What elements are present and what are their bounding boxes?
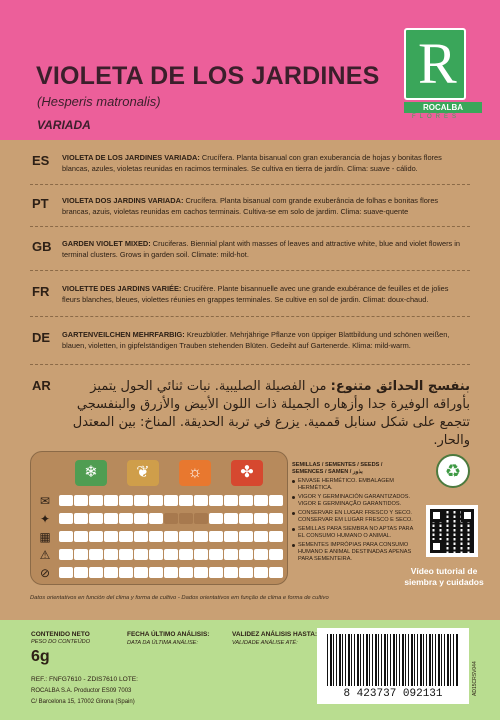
calendar-cell [179,531,193,542]
calendar-row [35,492,285,510]
calendar-cell [119,495,133,506]
calendar-cell [74,549,88,560]
calendar-cell [254,513,268,524]
calendar-cell [194,495,208,506]
analysis-sub: DATA DA ÚLTIMA ANÁLISE: [127,640,198,646]
calendar-cell [164,549,178,560]
legend-item: SEMENTES IMPRÓPIAS PARA CONSUMO HUMANO E ANIMAL DESTINADAS APENAS PARA SEMENTEIRA. [292,542,414,563]
net-weight: 6g [31,648,50,665]
vertical-code-text: AD15CRSV044 [472,661,478,696]
logo-sub: FLORES [412,114,461,120]
divider [30,316,470,317]
calendar-cell [164,567,178,578]
calendar-cell [254,549,268,560]
barcode [317,628,469,704]
calendar-cell [239,531,253,542]
calendar-cell [104,495,118,506]
calendar-cell [74,495,88,506]
calendar-cell [149,531,163,542]
lang-code: AR [32,378,51,393]
calendar-cell [89,513,103,524]
calendar-cell [149,549,163,560]
rocalba-logo [404,28,484,124]
green-dot-icon: ♻ [436,454,470,488]
calendar-cell [74,531,88,542]
logo-box [404,28,466,100]
calendar-cell [209,549,223,560]
calendar-cell [59,495,73,506]
calendar-cell [194,531,208,542]
divider [30,184,470,185]
page-title: VIOLETA DE LOS JARDINES [36,62,380,90]
calendar-cell [59,513,73,524]
calendar-cell [209,567,223,578]
logo-letter: R [418,31,457,96]
calendar-cell [164,531,178,542]
calendar-cell [224,531,238,542]
calendar-cell [104,513,118,524]
packet-icon: ✉ [39,494,51,508]
calendar-cell [239,513,253,524]
calendar-cell [254,531,268,542]
calendar-cell [224,513,238,524]
calendar-cell [239,495,253,506]
legend-item: VIGOR Y GERMINACIÓN GARANTIZADOS. VIGOR E GERMINAÇÃO GARANTIDOS. [292,494,414,508]
calendar-row [35,546,285,564]
calendar-cell [164,495,178,506]
divider [30,270,470,271]
producer-address: C/ Barcelona 15, 17002 Girona (Spain) [31,699,135,705]
calendar-footnote: Datos orientativos en función del clima y forma de cultivo - Dados orientativos em função de clima e forma de cultivo [30,595,329,601]
lang-body: Kreuzblütler. Mehrjährige Pflanze von üppiger Blattbildung und schönen weißen, blauen, violetten, in gipfelständigen Trauben stehenden Blüten. Gedeiht auf Gartenerde. Klima: mild-warm. [62,330,450,350]
calendar-row [35,510,285,528]
lang-description [62,239,466,260]
producer-info: ROCALBA S.A. Productor ES09 7003 [31,688,132,694]
divider [30,364,470,365]
lang-body: Cruciferas. Biennial plant with masses of leaves and attractive white, blue and violet flowers in terminal clusters. Grows in garden soil. Climate: mild-hot. [62,239,461,259]
lang-name: VIOLETA DOS JARDINS VARIADA: [62,196,184,205]
calendar-cell [104,567,118,578]
calendar-cell [149,513,163,524]
season-autumn [231,460,263,486]
no-eat-icon: ⊘ [39,566,51,580]
qr-finder [430,540,443,553]
calendar-cell [74,567,88,578]
spring-icon: ❦ [136,464,150,481]
calendar-cell [134,531,148,542]
seed-legend [292,462,414,563]
calendar-cell [194,513,208,524]
calendar-cell [269,513,283,524]
latin-name: (Hesperis matronalis) [37,94,161,109]
calendar-cell [269,567,283,578]
calendar-cell [134,549,148,560]
calendar-row [35,528,285,546]
lang-body: Crucífera. Planta bisanual con gran exuberancia de hojas y bonitas flores blancas, azules, violetas reunidas en racimos terminales. Se cultiva en tierra de jardín. Clima: suave - cálido. [62,153,442,173]
lang-body: Crucifère. Plante bisannuelle avec une grande exubérance de feuilles et de jolies fleurs blanches, bleues, violettes réunies en grappes terminales. Se cultive en sol de jardin. Climat: doux-chaud. [62,284,449,304]
calendar-cell [59,567,73,578]
lang-code: DE [32,330,51,345]
calendar-cell [134,495,148,506]
calendar-cell [194,549,208,560]
lang-code: GB [32,239,52,254]
calendar-row [35,564,285,582]
calendar-cell [224,549,238,560]
sowing-calendar [30,451,288,585]
legend-item: ENVASE HERMÉTICO. EMBALAGEM HERMÉTICA. [292,478,414,492]
calendar-cell [179,513,193,524]
vertical-code [470,628,480,706]
lang-name: VIOLETA DE LOS JARDINES VARIADA: [62,153,200,162]
calendar-cell [164,513,178,524]
variety-label: VARIADA [37,118,91,132]
calendar-cell [89,531,103,542]
lang-description [62,330,466,351]
calendar-cell [119,531,133,542]
lang-code: PT [32,196,49,211]
season-summer [179,460,211,486]
lang-code: ES [32,153,50,168]
ean-number: 8 423737 092131 [343,688,443,700]
validity-sub: VALIDADE ANÁLISE ATÉ: [232,640,298,646]
lang-name: GARTENVEILCHEN MEHRFARBIG: [62,330,185,339]
qr-finder [430,509,443,522]
reference-lot: REF.: FNFG7610 - ZDIS7610 LOTE: [31,676,138,683]
legend-item: CONSERVAR EN LUGAR FRESCO Y SECO. CONSERVAR EM LUGAR FRESCO E SECO. [292,510,414,524]
lang-name: بنفسج الحدائق متنوع: [330,379,470,394]
lang-body: Crucífera. Planta bisanual com grande exuberância de folhas e bonitas flores brancas, azuis, violetas reunidas em cachos terminais. Cultiva-se em solo de jardim. Clima: suave-quente [62,196,439,216]
calendar-cell [59,531,73,542]
calendar-cell [209,531,223,542]
season-winter [75,460,107,486]
analysis-label: FECHA ÚLTIMO ANÁLISIS: [127,631,210,638]
calendar-cell [209,495,223,506]
storage-icon: ▦ [39,530,51,544]
calendar-cell [179,549,193,560]
calendar-cell [254,567,268,578]
calendar-cell [134,567,148,578]
germination-icon: ✦ [39,512,51,526]
lang-body: من الفصيلة الصليبية. نبات ثنائي الحول يتميز بأوراقه الوفيرة جدا وأزهاره الجميلة ذات اللون الأبيض والأزرق والبنفسجي تتجمع على شكل سنابل قممية. يزرع في تربة الحديقة. المناخ: بين المعتدل والحار. [72,379,470,448]
calendar-cell [209,513,223,524]
calendar-cell [149,567,163,578]
video-tutorial-link[interactable]: Vídeo tutorial de siembra y cuidados [404,566,484,587]
qr-finder [461,509,474,522]
lang-description [62,153,466,174]
lang-code: FR [32,284,50,299]
season-spring [127,460,159,486]
calendar-cell [269,549,283,560]
warning-icon: ⚠ [39,548,51,562]
calendar-cell [104,531,118,542]
calendar-cell [179,495,193,506]
lang-description [62,196,466,217]
calendar-cell [119,549,133,560]
calendar-cell [179,567,193,578]
summer-icon: ☼ [187,464,203,481]
calendar-cell [119,567,133,578]
lang-description [62,284,466,305]
calendar-cell [224,495,238,506]
calendar-cell [89,567,103,578]
calendar-cell [224,567,238,578]
calendar-cell [194,567,208,578]
calendar-cell [134,513,148,524]
barcode-bars [327,634,459,686]
qr-code[interactable] [426,505,478,557]
divider [30,226,470,227]
lang-name: VIOLETTE DES JARDINS VARIÉE: [62,284,182,293]
calendar-cell [89,549,103,560]
legend-heading: SEMILLAS / SEMENTES / SEEDS / SEMENCES / SAMEN / بذور [292,462,383,475]
calendar-cell [239,567,253,578]
winter-icon: ❄ [84,464,98,481]
net-content-label: CONTENIDO NETO [31,631,90,638]
calendar-cell [74,513,88,524]
legend-item: SEMILLAS PARA SIEMBRA NO APTAS PARA EL CONSUMO HUMANO O ANIMAL. [292,526,414,540]
lang-description [60,378,470,450]
header-band [0,0,500,140]
calendar-cell [254,495,268,506]
calendar-cell [104,549,118,560]
calendar-cell [269,495,283,506]
lang-name: GARDEN VIOLET MIXED: [62,239,151,248]
calendar-cell [119,513,133,524]
autumn-icon: ✤ [240,464,254,481]
net-content-sub: PESO DO CONTEÚDO [31,639,91,645]
logo-brand: ROCALBA [404,102,482,113]
calendar-cell [149,495,163,506]
calendar-cell [59,549,73,560]
calendar-cell [89,495,103,506]
validity-label: VALIDEZ ANÁLISIS HASTA: [232,631,318,638]
calendar-cell [239,549,253,560]
calendar-cell [269,531,283,542]
